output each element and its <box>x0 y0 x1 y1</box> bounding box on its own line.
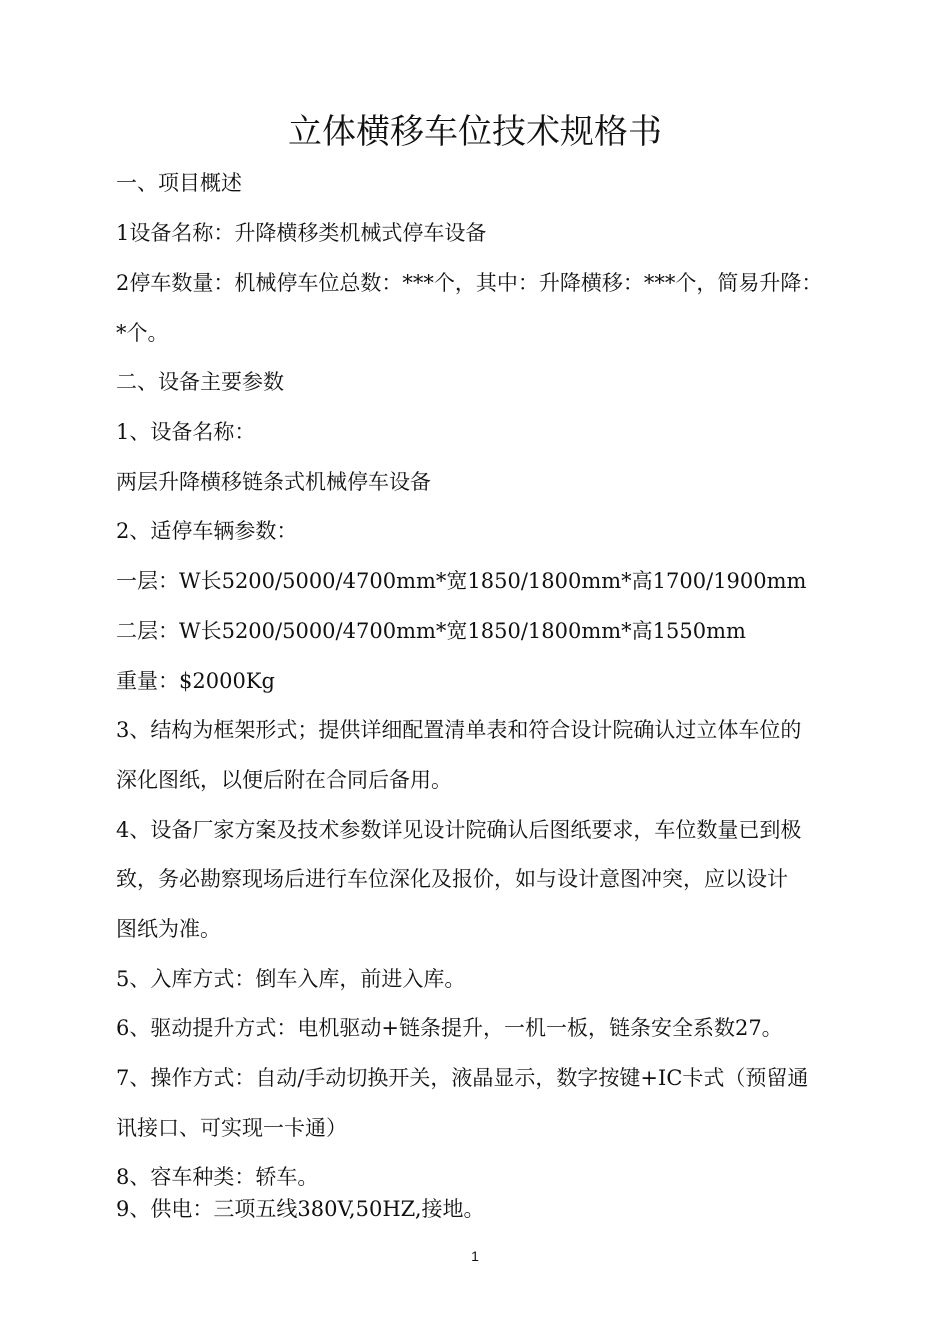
paragraph-line: 3、结构为框架形式；提供详细配置清单表和符合设计院确认过立体车位的 <box>116 718 802 742</box>
paragraph-line: 两层升降横移链条式机械停车设备 <box>116 470 431 494</box>
paragraph-line: 6、驱动提升方式：电机驱动+链条提升，一机一板，链条安全系数27。 <box>116 1016 783 1040</box>
paragraph-line: 2停车数量：机械停车位总数：***个，其中：升降横移：***个，简易升降： <box>116 271 823 295</box>
paragraph-line: *个。 <box>116 321 169 345</box>
paragraph-line: 1、设备名称： <box>116 420 256 444</box>
paragraph-line: 二层：W长5200/5000/4700mm*宽1850/1800mm*高1550mm <box>116 619 746 643</box>
paragraph-line: 2、适停车辆参数： <box>116 519 298 543</box>
paragraph-line: 8、容车种类：轿车。 <box>116 1165 319 1189</box>
paragraph-line: 图纸为准。 <box>116 917 221 941</box>
section-heading-parameters: 二、设备主要参数 <box>116 370 284 394</box>
page-number: 1 <box>471 1248 479 1264</box>
paragraph-line: 深化图纸，以便后附在合同后备用。 <box>116 768 452 792</box>
paragraph-line: 7、操作方式：自动/手动切换开关，液晶显示，数字按键+IC卡式（预留通 <box>116 1066 809 1090</box>
paragraph-line: 4、设备厂家方案及技术参数详见设计院确认后图纸要求，车位数量已到极 <box>116 818 802 842</box>
paragraph-line: 一层：W长5200/5000/4700mm*宽1850/1800mm*高1700/1900mm <box>116 569 807 593</box>
paragraph-line: 致，务必勘察现场后进行车位深化及报价，如与设计意图冲突，应以设计 <box>116 867 788 891</box>
paragraph-line: 重量：$2000Kg <box>116 669 275 693</box>
paragraph-line: 9、供电：三项五线380V,50HZ,接地。 <box>116 1197 485 1221</box>
document-title: 立体横移车位技术规格书 <box>288 112 662 152</box>
paragraph-line: 5、入库方式：倒车入库，前进入库。 <box>116 967 466 991</box>
paragraph-line: 1设备名称：升降横移类机械式停车设备 <box>116 221 487 245</box>
section-heading-overview: 一、项目概述 <box>116 171 242 195</box>
paragraph-line: 讯接口、可实现一卡通） <box>116 1116 347 1140</box>
